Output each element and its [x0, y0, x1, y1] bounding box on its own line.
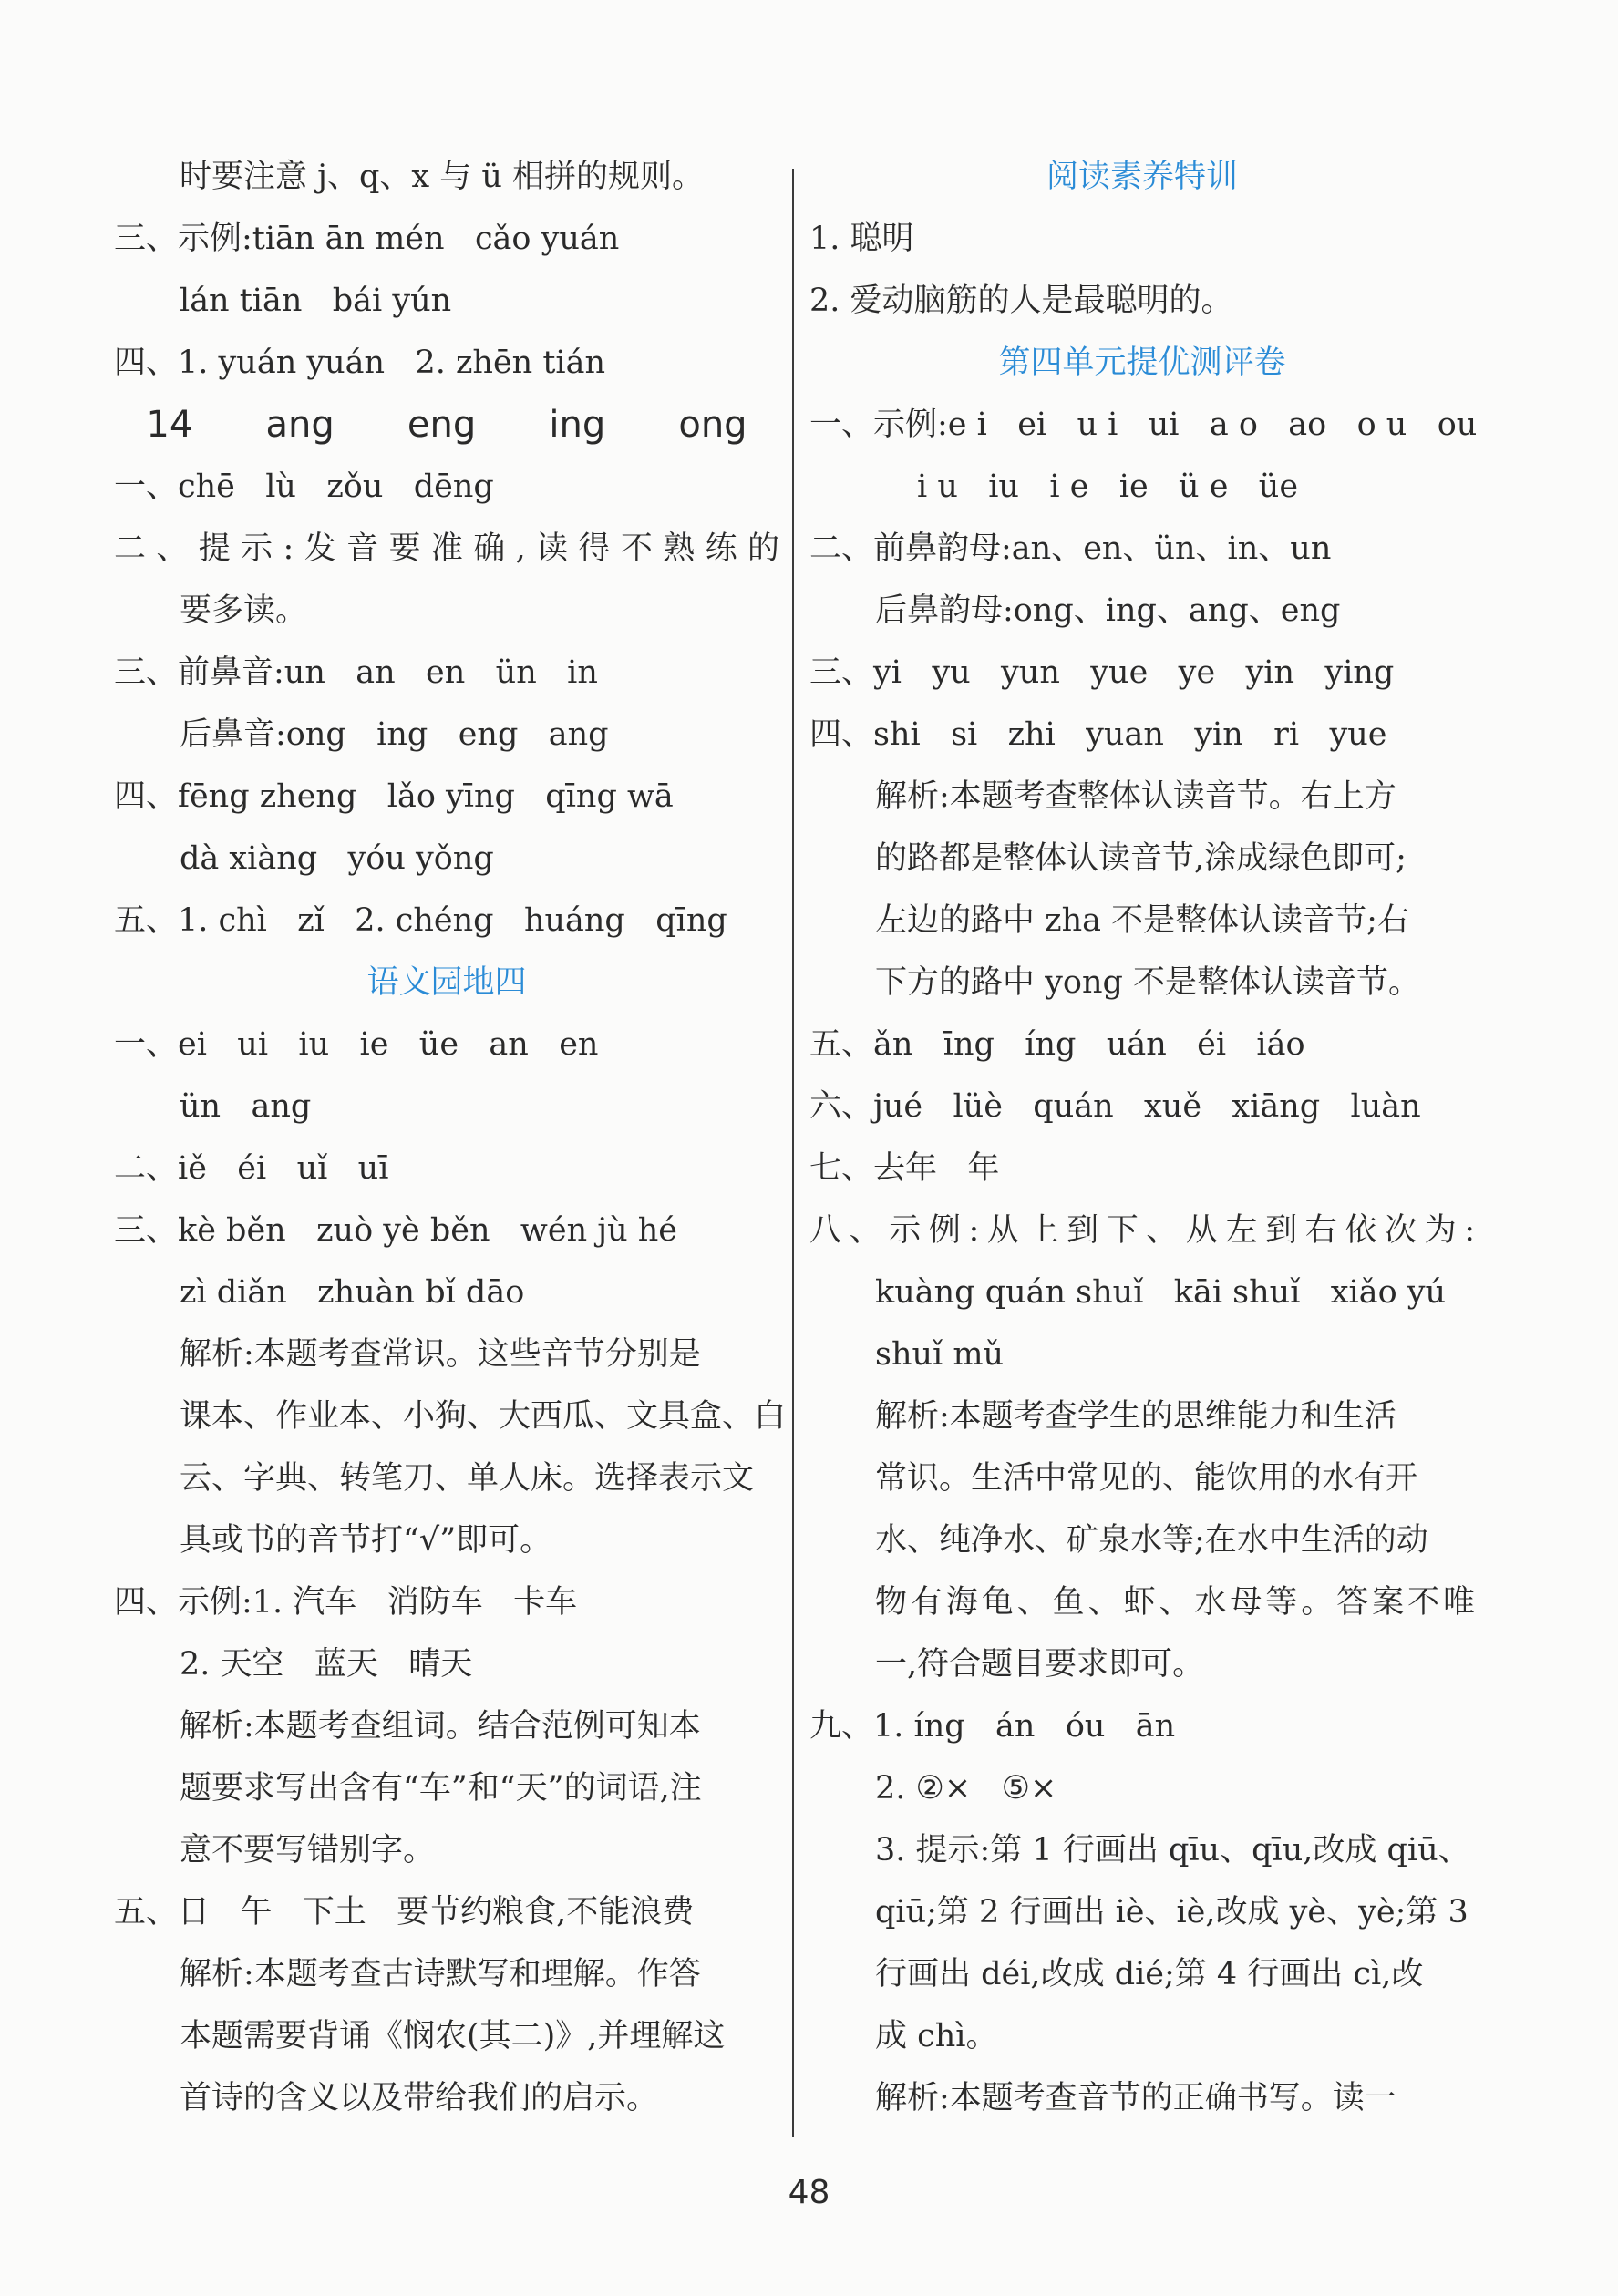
answer-line: 八、示例:从上到下、从左到右依次为:: [809, 1212, 1475, 1249]
answer-line: 六、jué lüè quán xuě xiāng luàn: [809, 1088, 1421, 1125]
answer-line: 左边的路中 zha 不是整体认读音节;右: [875, 902, 1409, 939]
answer-line: 解析:本题考查音节的正确书写。读一: [875, 2080, 1396, 2116]
answer-line: 二、提示:发音要准确,读得不熟练的: [114, 530, 779, 567]
answer-line: 意不要写错别字。: [180, 1832, 436, 1869]
answer-line: 题要求写出含有“车”和“天”的词语,注: [180, 1770, 702, 1807]
answer-line: 解析:本题考查常识。这些音节分别是: [180, 1336, 701, 1373]
answer-line: 五、日 午 下土 要节约粮食,不能浪费: [114, 1894, 695, 1930]
answer-line: i u iu i e ie ü e üe: [917, 468, 1299, 505]
answer-line: shuǐ mǔ: [875, 1336, 1005, 1373]
answer-line: ün ang: [180, 1088, 312, 1125]
answer-line: 四、shi si zhi yuan yin ri yue: [809, 716, 1387, 753]
answer-line: 三、前鼻音:un an en ün in: [114, 654, 598, 691]
right-column: [809, 146, 1478, 2129]
answer-line: dà xiàng yóu yǒng: [180, 840, 494, 877]
answer-line: 行画出 déi,改成 dié;第 4 行画出 cì,改: [875, 1956, 1424, 1992]
answer-line: 2. 天空 蓝天 晴天: [180, 1646, 473, 1683]
answer-line: 一,符合题目要求即可。: [875, 1646, 1205, 1683]
answer-line: 下方的路中 yong 不是整体认读音节。: [875, 964, 1421, 1001]
answer-line: 二、前鼻韵母:an、en、ün、in、un: [809, 530, 1332, 567]
answer-line: 四、1. yuán yuán 2. zhēn tián: [114, 345, 606, 381]
answer-line: zì diǎn zhuàn bǐ dāo: [180, 1274, 525, 1311]
answer-line: 一、chē lù zǒu dēng: [114, 468, 494, 505]
answer-line: 五、ǎn īng íng uán éi iáo: [809, 1026, 1305, 1063]
answer-line: 3. 提示:第 1 行画出 qīu、qīu,改成 qiū、: [875, 1832, 1470, 1869]
answer-line: 九、1. íng án óu ān: [809, 1708, 1176, 1745]
answer-line: 五、1. chì zǐ 2. chéng huáng qīng: [114, 902, 727, 939]
column-divider: [792, 169, 794, 2137]
answer-line: 解析:本题考查整体认读音节。右上方: [875, 778, 1396, 815]
page-number: 48: [788, 2174, 830, 2211]
answer-line: 云、字典、转笔刀、单人床。选择表示文: [180, 1460, 755, 1497]
answer-line: 四、示例:1. 汽车 消防车 卡车: [114, 1584, 578, 1621]
answer-line: 解析:本题考查组词。结合范例可知本: [180, 1708, 701, 1745]
answer-line: qiū;第 2 行画出 iè、iè,改成 yè、yè;第 3: [875, 1894, 1469, 1930]
answer-line: 解析:本题考查古诗默写和理解。作答: [180, 1956, 701, 1992]
answer-line: 后鼻韵母:ong、ing、ang、eng: [875, 592, 1341, 629]
answer-line: 1. 聪明: [809, 221, 914, 257]
answer-line: 具或书的音节打“√”即可。: [180, 1522, 552, 1559]
answer-line: lán tiān bái yún: [180, 283, 452, 319]
answer-line: 要多读。: [180, 592, 308, 629]
answer-line: 四、fēng zheng lǎo yīng qīng wā: [114, 778, 674, 815]
lesson-title: 14 ang eng ing ong: [146, 404, 747, 446]
answer-line: 一、示例:e i ei u i ui a o ao o u ou: [809, 407, 1478, 443]
answer-line: 解析:本题考查学生的思维能力和生活: [875, 1398, 1396, 1435]
answer-line: 水、纯净水、矿泉水等;在水中生活的动: [875, 1522, 1428, 1559]
answer-line: 时要注意 j、q、x 与 ü 相拼的规则。: [180, 159, 705, 195]
answer-line: 物有海龟、鱼、虾、水母等。答案不唯: [875, 1584, 1475, 1621]
answer-line: 后鼻音:ong ing eng ang: [180, 716, 609, 753]
answer-line: 课本、作业本、小狗、大西瓜、文具盒、白: [180, 1398, 787, 1435]
left-column: [114, 146, 787, 2129]
answer-line: 常识。生活中常见的、能饮用的水有开: [875, 1460, 1418, 1497]
answer-line: 2. ②× ⑤×: [875, 1770, 1057, 1807]
answer-line: 三、示例:tiān ān mén cǎo yuán: [114, 221, 620, 257]
answer-line: 本题需要背诵《悯农(其二)》,并理解这: [180, 2018, 726, 2054]
section-heading: 阅读素养特训: [1046, 159, 1238, 195]
answer-line: 成 chì。: [875, 2018, 998, 2054]
answer-line: 七、去年 年: [809, 1150, 1000, 1187]
answer-line: 二、iě éi uǐ uī: [114, 1150, 389, 1187]
answer-line: 的路都是整体认读音节,涂成绿色即可;: [875, 840, 1407, 877]
answer-line: 三、yi yu yun yue ye yin ying: [809, 654, 1395, 691]
section-heading: 第四单元提优测评卷: [998, 345, 1286, 381]
section-heading: 语文园地四: [366, 964, 527, 1001]
answer-line: 首诗的含义以及带给我们的启示。: [180, 2080, 659, 2116]
answer-line: 三、kè běn zuò yè běn wén jù hé: [114, 1212, 678, 1249]
answer-line: kuàng quán shuǐ kāi shuǐ xiǎo yú: [875, 1274, 1447, 1311]
answer-line: 2. 爱动脑筋的人是最聪明的。: [809, 283, 1233, 319]
answer-line: 一、ei ui iu ie üe an en: [114, 1026, 599, 1063]
